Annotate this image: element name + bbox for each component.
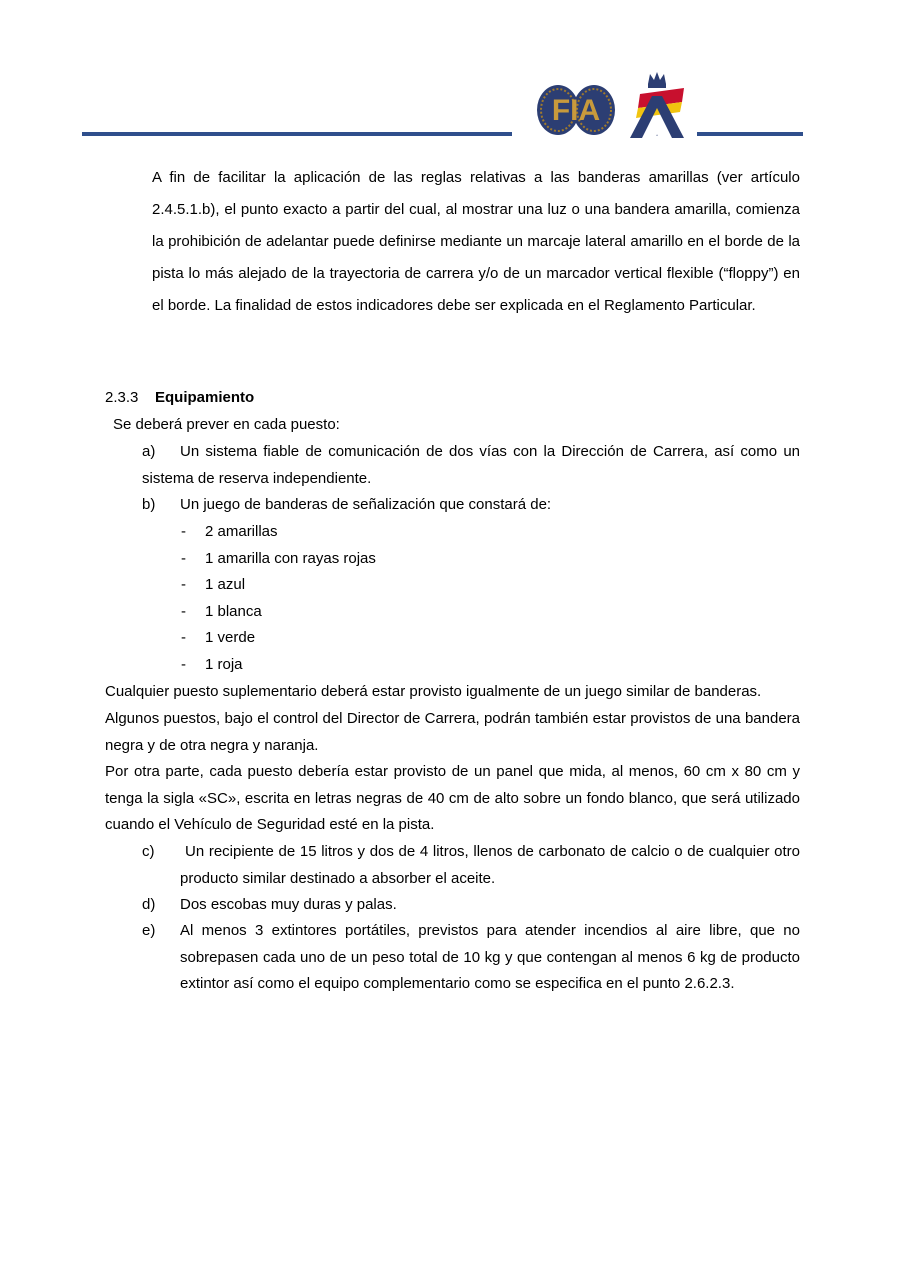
fia-logo bbox=[536, 82, 616, 138]
list-marker-e: e) bbox=[142, 922, 156, 939]
header-rule-left bbox=[82, 132, 512, 136]
section-number: 2.3.3 bbox=[105, 389, 139, 406]
flag-dash: - bbox=[181, 523, 186, 540]
list-item-c: Un recipiente de 15 litros y dos de 4 litros, llenos de carbonato de calcio o de cualquier otro producto similar destinado a absorber el aceite. bbox=[180, 843, 800, 887]
list-item-e: Al menos 3 extintores portátiles, previstos para atender incendios al aire libre, que no sobrepasen cada uno de un peso total de 10 kg y que contengan al menos 6 kg de producto extintor así como el equipo complementario como se especifica en el punto 2.6.2.3. bbox=[180, 922, 800, 992]
flag-item: 2 amarillas bbox=[205, 523, 278, 540]
fia-logo-text: FIA bbox=[551, 94, 601, 127]
intro-paragraph: A fin de facilitar la aplicación de las reglas relativas a las banderas amarillas (ver artículo 2.4.5.1.b), el punto exacto a partir del cual, al mostrar una luz o una bandera amarilla, comienza la prohibición de adelantar puede definirse mediante un marcaje lateral amarillo en el borde de la pista lo más alejado de la trayectoria de carrera y/o de un marcador vertical flexible (“floppy”) en el borde. La finalidad de estos indicadores debe ser explicada en el Reglamento Particular. bbox=[152, 169, 800, 314]
list-marker-a: a) bbox=[142, 443, 156, 460]
list-item-b: Un juego de banderas de señalización que constará de: bbox=[180, 496, 552, 513]
flag-dash: - bbox=[181, 656, 186, 673]
list-marker-d: d) bbox=[142, 896, 156, 913]
list-item-d: Dos escobas muy duras y palas. bbox=[180, 896, 397, 913]
flag-item: 1 amarilla con rayas rojas bbox=[205, 550, 376, 567]
list-marker-c: c) bbox=[142, 843, 155, 860]
list-item-a: Un sistema fiable de comunicación de dos vías con la Dirección de Carrera, así como un sistema de reserva independiente. bbox=[142, 443, 800, 487]
flag-item: 1 verde bbox=[205, 629, 256, 646]
flag-dash: - bbox=[181, 550, 186, 567]
rfeda-logo bbox=[626, 70, 688, 140]
flag-item: 1 roja bbox=[205, 656, 243, 673]
section-lead: Se deberá prever en cada puesto: bbox=[113, 416, 340, 433]
flag-item: 1 azul bbox=[205, 576, 246, 593]
flag-item: 1 blanca bbox=[205, 603, 262, 620]
paragraph-supplementary: Cualquier puesto suplementario deberá estar provisto igualmente de un juego similar de banderas. bbox=[105, 683, 762, 700]
paragraph-black-flags: Algunos puestos, bajo el control del Director de Carrera, podrán también estar provistos de una bandera negra y de otra negra y naranja. bbox=[105, 710, 800, 754]
flag-dash: - bbox=[181, 603, 186, 620]
rfeda-logo-text: A bbox=[656, 135, 658, 137]
flag-dash: - bbox=[181, 629, 186, 646]
list-marker-b: b) bbox=[142, 496, 156, 513]
section-title: Equipamiento bbox=[155, 389, 255, 406]
flag-dash: - bbox=[181, 576, 186, 593]
header-rule-right bbox=[697, 132, 803, 136]
paragraph-sc-panel: Por otra parte, cada puesto debería estar provisto de un panel que mida, al menos, 60 cm x 80 cm y tenga la sigla «SC», escrita en letras negras de 40 cm de alto sobre un fondo blanco, que será utilizado cuando el Vehículo de Seguridad esté en la pista. bbox=[105, 763, 800, 833]
